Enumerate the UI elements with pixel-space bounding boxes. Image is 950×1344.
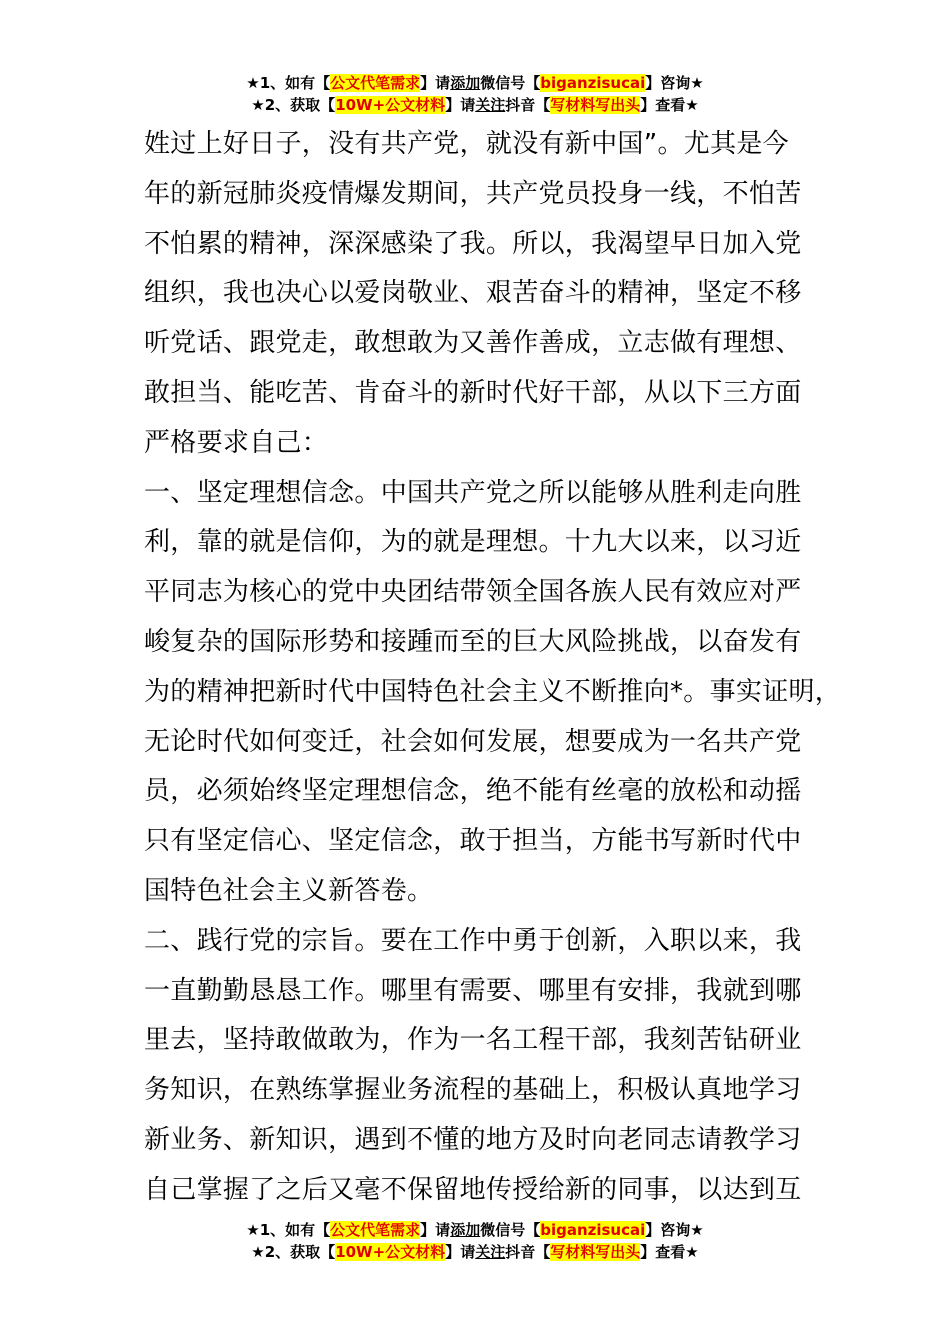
banner-line-2 bbox=[0, 94, 950, 116]
highlight-materials: 10W+公文材料 bbox=[335, 96, 446, 114]
text-line: 无论时代如何变迁，社会如何发展，想要成为一名共产党 bbox=[144, 726, 802, 757]
highlight-wechat-id: biganzisucai bbox=[540, 1221, 646, 1239]
document-body bbox=[144, 120, 844, 1216]
banner-line-1 bbox=[0, 1219, 950, 1241]
banner-text: 】请 bbox=[420, 1221, 451, 1239]
section-heading-line: 一、坚定理想信念。中国共产党之所以能够从胜利走向胜 bbox=[144, 477, 802, 508]
header-banner bbox=[0, 72, 950, 116]
banner-text: ★2、获取【 bbox=[251, 96, 336, 114]
banner-text: 】请 bbox=[445, 96, 476, 114]
text-line: 平同志为核心的党中央团结带领全国各族人民有效应对严 bbox=[144, 577, 802, 608]
text-line: 不怕累的精神，深深感染了我。所以，我渴望早日加入党 bbox=[144, 228, 802, 259]
text-line: 年的新冠肺炎疫情爆发期间，共产党员投身一线，不怕苦 bbox=[144, 178, 802, 209]
banner-text: ★1、如有【 bbox=[246, 74, 331, 92]
banner-text: ★1、如有【 bbox=[246, 1221, 331, 1239]
text-line: 新业务、新知识，遇到不懂的地方及时向老同志请教学习 bbox=[144, 1124, 802, 1155]
banner-text: 抖音【 bbox=[505, 1243, 551, 1261]
highlight-service: 公文代笔需求 bbox=[330, 1221, 421, 1239]
highlight-service: 公文代笔需求 bbox=[330, 74, 421, 92]
banner-line-1 bbox=[0, 72, 950, 94]
text-line: 敢担当、能吃苦、肯奋斗的新时代好干部，从以下三方面 bbox=[144, 377, 802, 408]
banner-text: 微信号【 bbox=[480, 1221, 541, 1239]
text-line: 组织，我也决心以爱岗敬业、艰苦奋斗的精神，坚定不移 bbox=[144, 278, 802, 309]
highlight-materials: 10W+公文材料 bbox=[335, 1243, 446, 1261]
banner-text: 】咨询★ bbox=[645, 1221, 704, 1239]
highlight-douyin: 写材料写出头 bbox=[550, 96, 641, 114]
text-line: 为的精神把新时代中国特色社会主义不断推向*。事实证明， bbox=[144, 676, 842, 707]
text-line: 一直勤勤恳恳工作。哪里有需要、哪里有安排，我就到哪 bbox=[144, 975, 802, 1006]
banner-text: 抖音【 bbox=[505, 96, 551, 114]
text-line: 务知识，在熟练掌握业务流程的基础上，积极认真地学习 bbox=[144, 1075, 802, 1106]
banner-text: 】查看★ bbox=[640, 96, 699, 114]
text-line: 利，靠的就是信仰，为的就是理想。十九大以来，以习近 bbox=[144, 527, 802, 558]
banner-line-2 bbox=[0, 1241, 950, 1263]
banner-text: 】请 bbox=[445, 1243, 476, 1261]
highlight-douyin: 写材料写出头 bbox=[550, 1243, 641, 1261]
emphasis-text: 关注 bbox=[475, 1243, 506, 1261]
text-line: 严格要求自己： bbox=[144, 427, 329, 458]
text-line: 国特色社会主义新答卷。 bbox=[144, 875, 434, 906]
text-line: 里去，坚持敢做敢为，作为一名工程干部，我刻苦钻研业 bbox=[144, 1025, 802, 1056]
text-line: 只有坚定信心、坚定信念，敢于担当，方能书写新时代中 bbox=[144, 826, 802, 857]
banner-text: 】请 bbox=[420, 74, 451, 92]
text-line: 姓过上好日子，没有共产党，就没有新中国”。尤其是今 bbox=[144, 129, 789, 159]
emphasis-text: 添加 bbox=[450, 74, 481, 92]
text-line: 峻复杂的国际形势和接踵而至的巨大风险挑战，以奋发有 bbox=[144, 626, 802, 657]
emphasis-text: 添加 bbox=[450, 1221, 481, 1239]
banner-text: ★2、获取【 bbox=[251, 1243, 336, 1261]
text-line: 听党话、跟党走，敢想敢为又善作善成，立志做有理想、 bbox=[144, 328, 802, 359]
emphasis-text: 关注 bbox=[475, 96, 506, 114]
banner-text: 】咨询★ bbox=[645, 74, 704, 92]
banner-text: 】查看★ bbox=[640, 1243, 699, 1261]
section-heading-line: 二、践行党的宗旨。要在工作中勇于创新，入职以来，我 bbox=[144, 925, 802, 956]
banner-text: 微信号【 bbox=[480, 74, 541, 92]
highlight-wechat-id: biganzisucai bbox=[540, 74, 646, 92]
text-line: 员，必须始终坚定理想信念，绝不能有丝毫的放松和动摇 bbox=[144, 776, 802, 807]
footer-banner bbox=[0, 1219, 950, 1263]
text-line: 自己掌握了之后又毫不保留地传授给新的同事，以达到互 bbox=[144, 1174, 802, 1205]
